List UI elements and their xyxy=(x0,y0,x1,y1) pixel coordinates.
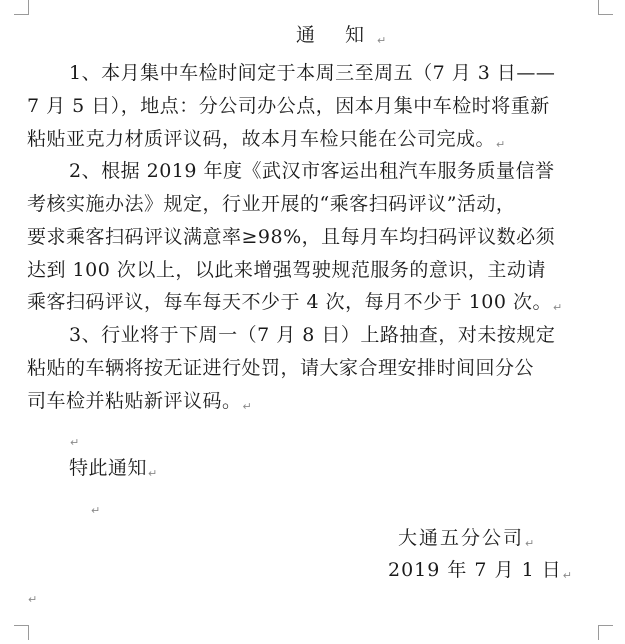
paragraph-mark: ↵ xyxy=(148,467,158,480)
notice-title xyxy=(296,24,398,52)
paragraph-3-line-3-text: 司车检并粘贴新评议码。 xyxy=(27,390,242,412)
paragraph-mark: ↵ xyxy=(553,301,563,314)
paragraph-3-line-1: 3、行业将于下周一（7 月 8 日）上路抽查，对未按规定 xyxy=(69,324,556,346)
closing-line xyxy=(69,457,158,485)
paragraph-mark: ↵ xyxy=(377,34,399,47)
paragraph-3-line-3 xyxy=(27,390,252,418)
paragraph-2-line-4: 达到 100 次以上，以此来增强驾驶规范服务的意识，主动请 xyxy=(27,259,546,281)
signature-company xyxy=(398,527,536,555)
paragraph-2-line-3: 要求乘客扫码评议满意率≥98%，且每月车均扫码评议数必须 xyxy=(27,226,556,248)
margin-corner-bottom-right xyxy=(598,625,613,640)
margin-corner-top-right xyxy=(598,0,613,15)
paragraph-mark: ↵ xyxy=(28,593,38,606)
paragraph-1-line-3-text: 粘贴亚克力材质评议码，故本月车检只能在公司完成。 xyxy=(27,128,496,150)
paragraph-1-line-3 xyxy=(27,128,506,156)
margin-corner-bottom-left xyxy=(14,625,29,640)
paragraph-mark: ↵ xyxy=(562,569,573,582)
signature-date xyxy=(388,559,573,587)
paragraph-2-line-5 xyxy=(27,291,563,319)
paragraph-1-line-1: 1、本月集中车检时间定于本周三至周五（7 月 3 日—— xyxy=(69,62,556,84)
closing-text: 特此通知 xyxy=(69,457,148,479)
paragraph-mark: ↵ xyxy=(242,400,253,413)
paragraph-mark: ↵ xyxy=(525,537,537,550)
paragraph-mark: ↵ xyxy=(496,138,506,151)
empty-paragraph xyxy=(27,583,38,611)
paragraph-3-line-2: 粘贴的车辆将按无证进行处罚，请大家合理安排时间回分公 xyxy=(27,357,535,379)
paragraph-2-line-1: 2、根据 2019 年度《武汉市客运出租汽车服务质量信誉 xyxy=(69,160,555,182)
signature-date-text: 2019 年 7 月 1 日 xyxy=(388,559,562,581)
paragraph-2-line-2: 考核实施办法》规定，行业开展的“乘客扫码评议”活动， xyxy=(27,193,516,215)
margin-corner-top-left xyxy=(14,0,29,15)
notice-title-text: 通 知 xyxy=(296,24,377,46)
empty-paragraph xyxy=(90,494,101,522)
paragraph-mark: ↵ xyxy=(70,436,80,449)
paragraph-2-line-5-text: 乘客扫码评议，每车每天不少于 4 次，每月不少于 100 次。 xyxy=(27,291,553,313)
paragraph-1-line-2: 7 月 5 日），地点：分公司办公点，因本月集中车检时将重新 xyxy=(27,95,550,117)
paragraph-mark: ↵ xyxy=(91,504,101,517)
empty-paragraph xyxy=(69,426,80,454)
signature-company-text: 大通五分公司 xyxy=(398,527,525,549)
